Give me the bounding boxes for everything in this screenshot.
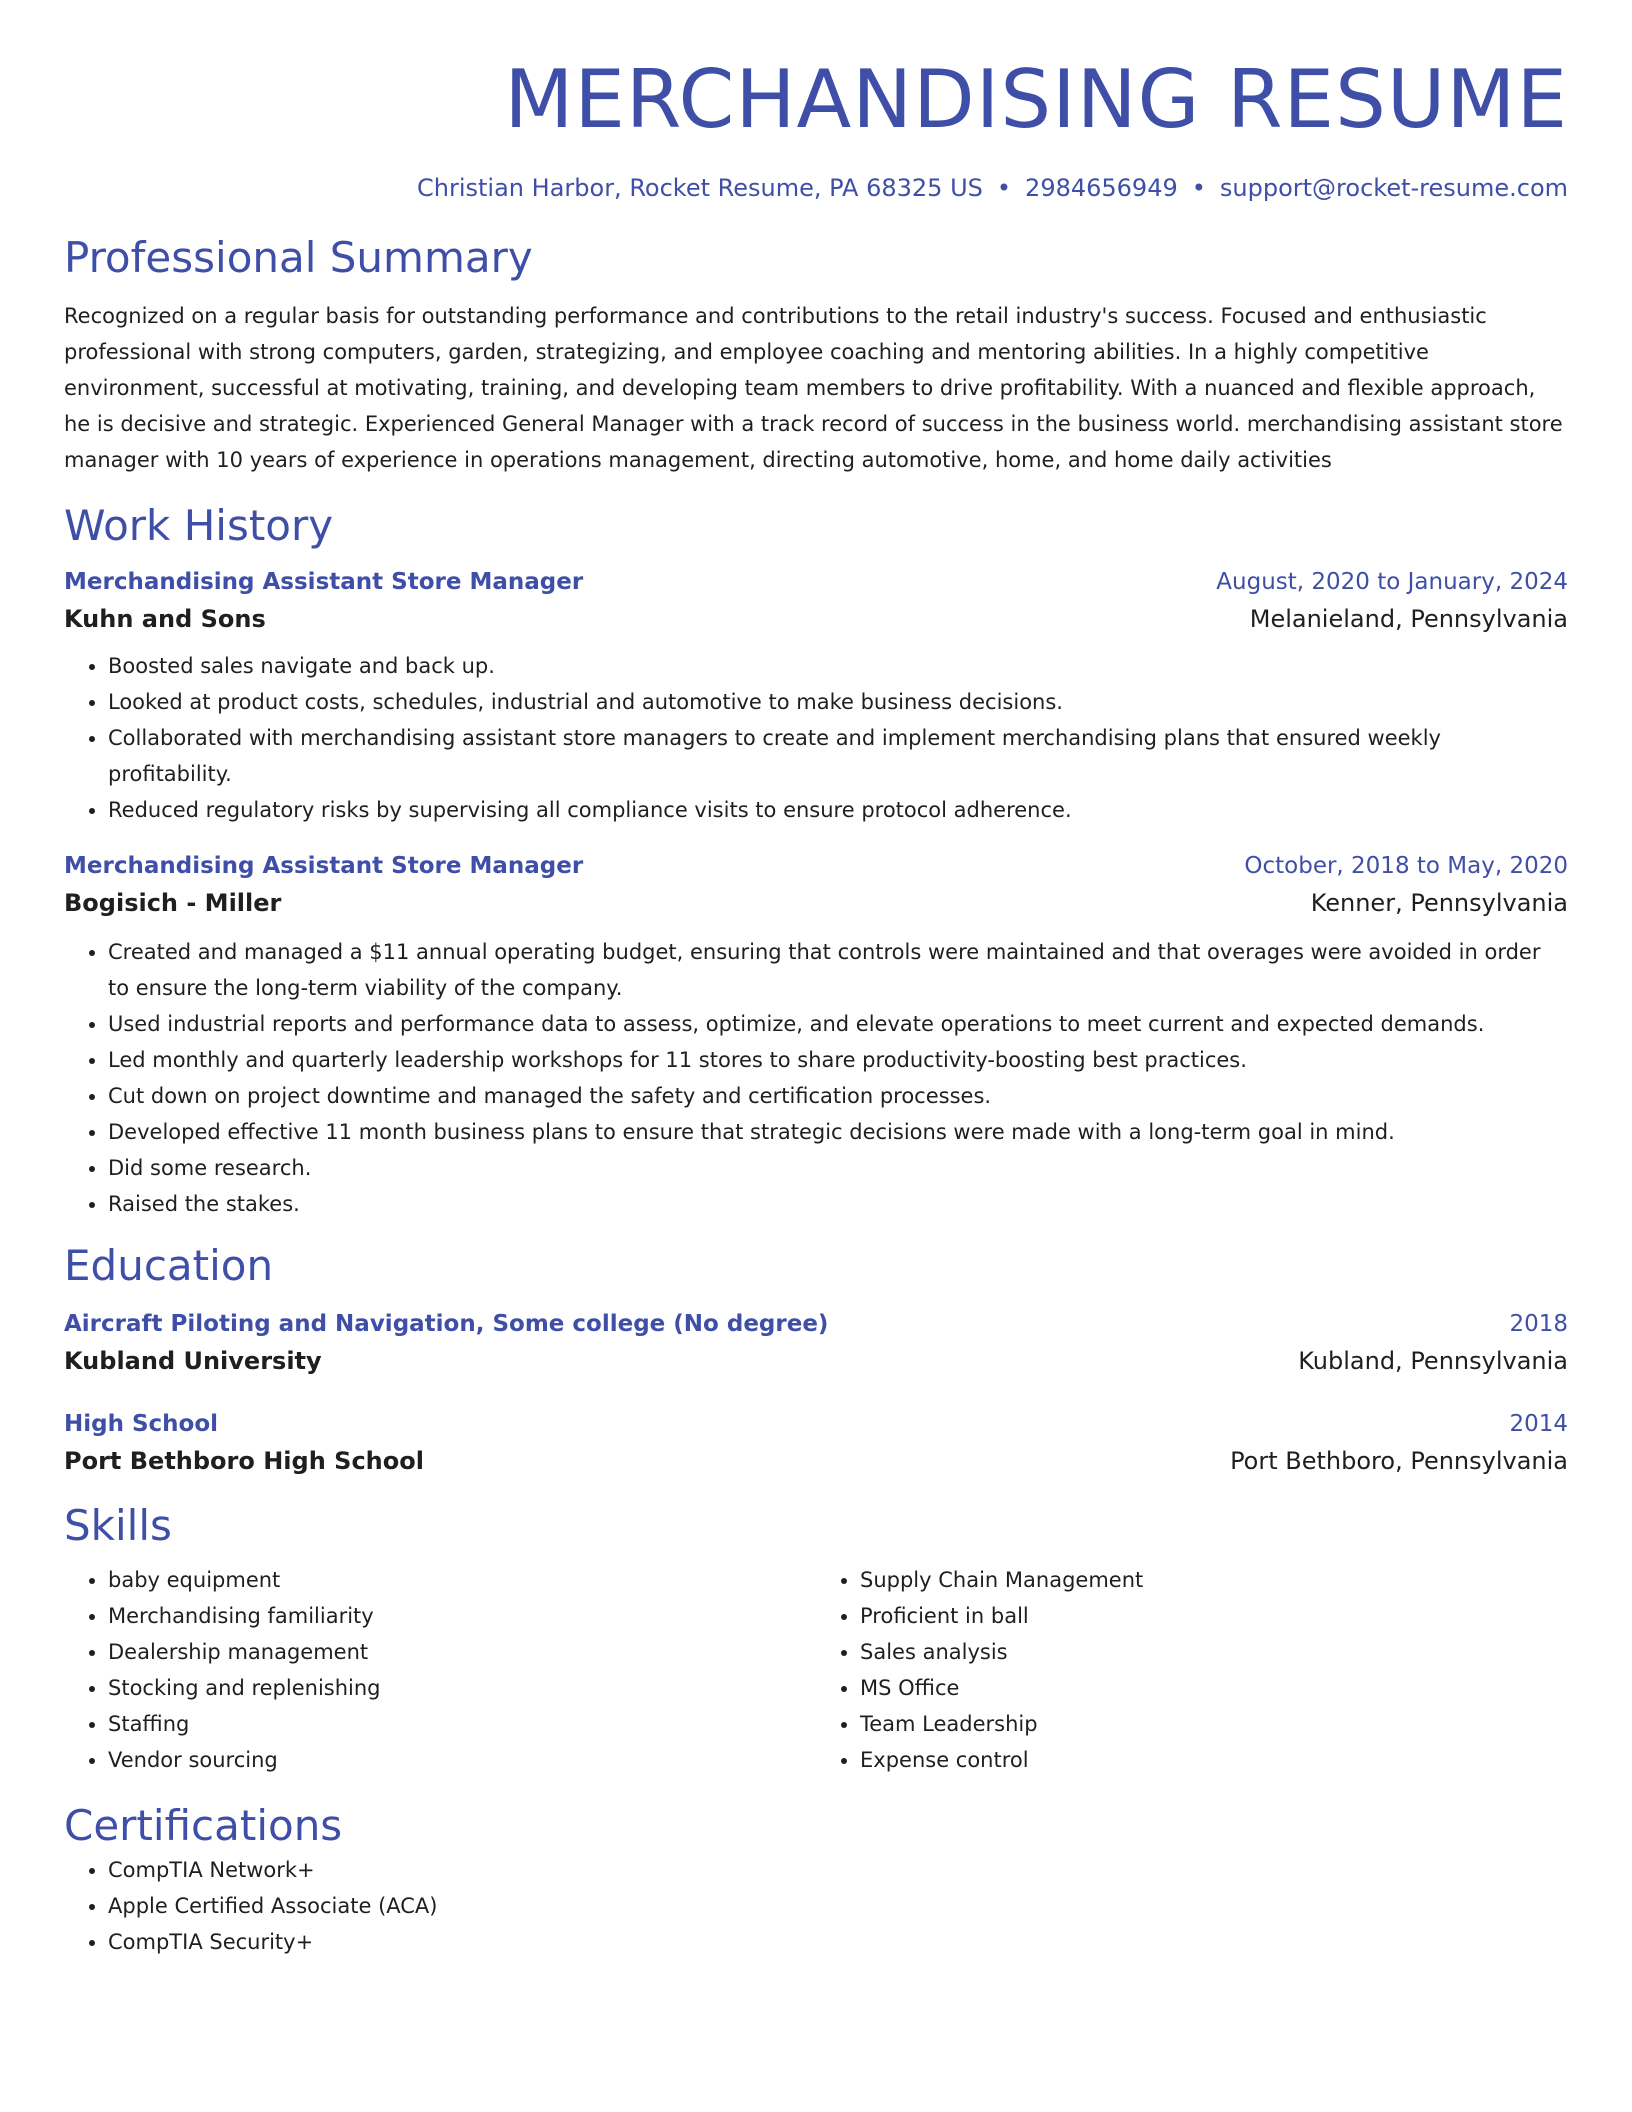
skill-item: • MS Office xyxy=(860,1670,1568,1706)
job-bullet: • Cut down on project downtime and managed the safety and certification processes. xyxy=(108,1078,1568,1114)
education-location: Port Bethboro, Pennsylvania xyxy=(1230,1447,1568,1475)
resume-title: MERCHANDISING RESUME xyxy=(504,53,1568,146)
job-title: Merchandising Assistant Store Manager xyxy=(64,853,584,879)
education-year: 2014 xyxy=(1509,1411,1568,1437)
skill-item: • Team Leadership xyxy=(860,1706,1568,1742)
skill-item: • Expense control xyxy=(860,1742,1568,1778)
skill-item: • Stocking and replenishing xyxy=(108,1670,816,1706)
job-entry xyxy=(64,850,1568,1222)
certifications-section xyxy=(64,1800,1568,1960)
job-company: Bogisich - Miller xyxy=(64,889,282,917)
education-heading: Education xyxy=(64,1241,274,1290)
job-company-row xyxy=(64,886,1568,920)
education-degree-row xyxy=(64,1308,1568,1340)
job-entry xyxy=(64,566,1568,828)
skill-item: • Supply Chain Management xyxy=(860,1562,1568,1598)
skill-item: • Dealership management xyxy=(108,1634,816,1670)
education-section xyxy=(64,1240,1568,1478)
skill-item: • Sales analysis xyxy=(860,1634,1568,1670)
certifications-heading: Certifications xyxy=(64,1801,343,1850)
job-company: Kuhn and Sons xyxy=(64,605,266,633)
certification-item: • CompTIA Network+ xyxy=(108,1852,1568,1888)
job-bullet-list xyxy=(64,648,1568,828)
contact-address: Christian Harbor, Rocket Resume, PA 68325 US xyxy=(417,174,983,202)
skills-list-right xyxy=(816,1562,1568,1778)
certification-item: • CompTIA Security+ xyxy=(108,1924,1568,1960)
skills-section xyxy=(64,1500,1568,1778)
job-bullet: • Did some research. xyxy=(108,1150,1568,1186)
contact-separator: • xyxy=(996,174,1012,202)
job-title: Merchandising Assistant Store Manager xyxy=(64,569,584,595)
skill-item: • Vendor sourcing xyxy=(108,1742,816,1778)
job-bullet: • Boosted sales navigate and back up. xyxy=(108,648,1568,684)
job-bullet: • Looked at product costs, schedules, industrial and automotive to make business decisions. xyxy=(108,684,1568,720)
education-degree: High School xyxy=(64,1411,219,1437)
summary-heading: Professional Summary xyxy=(64,233,533,282)
contact-phone: 2984656949 xyxy=(1025,174,1178,202)
contact-email[interactable]: support@rocket-resume.com xyxy=(1219,174,1568,202)
education-entry xyxy=(64,1408,1568,1478)
skill-item: • baby equipment xyxy=(108,1562,816,1598)
summary-section xyxy=(64,232,1568,478)
job-bullet: • Developed effective 11 month business plans to ensure that strategic decisions were made with a long-term goal in mind. xyxy=(108,1114,1568,1150)
skill-item: • Proficient in ball xyxy=(860,1598,1568,1634)
job-location: Kenner, Pennsylvania xyxy=(1310,889,1568,917)
skills-columns xyxy=(64,1562,1568,1778)
contact-line xyxy=(64,172,1568,204)
education-location: Kubland, Pennsylvania xyxy=(1298,1347,1568,1375)
job-bullet: • Created and managed a $11 annual operating budget, ensuring that controls were maintained and that overages were avoided in order to ensure the long-term viability of the company. xyxy=(108,934,1568,1006)
job-bullet: • Collaborated with merchandising assistant store managers to create and implement merchandising plans that ensured weekly profitability. xyxy=(108,720,1568,792)
job-dates: August, 2020 to January, 2024 xyxy=(1216,569,1568,595)
education-degree: Aircraft Piloting and Navigation, Some college (No degree) xyxy=(64,1311,829,1337)
contact-separator: • xyxy=(1191,174,1206,202)
job-company-row xyxy=(64,602,1568,636)
job-bullet: • Raised the stakes. xyxy=(108,1186,1568,1222)
education-entry xyxy=(64,1308,1568,1378)
job-bullet-list xyxy=(64,934,1568,1222)
education-degree-row xyxy=(64,1408,1568,1440)
skills-list-left xyxy=(64,1562,816,1778)
work-history-section xyxy=(64,500,1568,1222)
job-bullet: • Used industrial reports and performance data to assess, optimize, and elevate operations to meet current and expected demands. xyxy=(108,1006,1568,1042)
job-title-row xyxy=(64,566,1568,598)
job-bullet: • Reduced regulatory risks by supervising all compliance visits to ensure protocol adherence. xyxy=(108,792,1568,828)
job-bullet: • Led monthly and quarterly leadership workshops for 11 stores to share productivity-boosting best practices. xyxy=(108,1042,1568,1078)
resume-page xyxy=(64,0,1568,1960)
skill-item: • Merchandising familiarity xyxy=(108,1598,816,1634)
work-history-heading: Work History xyxy=(64,501,334,550)
job-location: Melanieland, Pennsylvania xyxy=(1249,605,1568,633)
certification-item: • Apple Certified Associate (ACA) xyxy=(108,1888,1568,1924)
education-school: Port Bethboro High School xyxy=(64,1447,424,1475)
job-dates: October, 2018 to May, 2020 xyxy=(1244,853,1568,879)
education-school: Kubland University xyxy=(64,1347,322,1375)
education-year: 2018 xyxy=(1509,1311,1568,1337)
skills-heading: Skills xyxy=(64,1501,172,1550)
summary-text: Recognized on a regular basis for outstanding performance and contributions to the retail industry's success. Focused and enthusiastic professional with strong computers, garden, strategizing, and employee coaching and mentoring abilities. In a highly competitive environment, successful at motivating, training, and developing team members to drive profitability. With a nuanced and flexible approach, he is decisive and strategic. Experienced General Manager with a track record of success in the business world. merchandising assistant store manager with 10 years of experience in operations management, directing automotive, home, and home daily activities xyxy=(64,304,1563,472)
education-school-row xyxy=(64,1444,1568,1478)
certifications-list xyxy=(64,1852,1568,1960)
education-school-row xyxy=(64,1344,1568,1378)
resume-header xyxy=(64,0,1568,204)
job-title-row xyxy=(64,850,1568,882)
skill-item: • Staffing xyxy=(108,1706,816,1742)
